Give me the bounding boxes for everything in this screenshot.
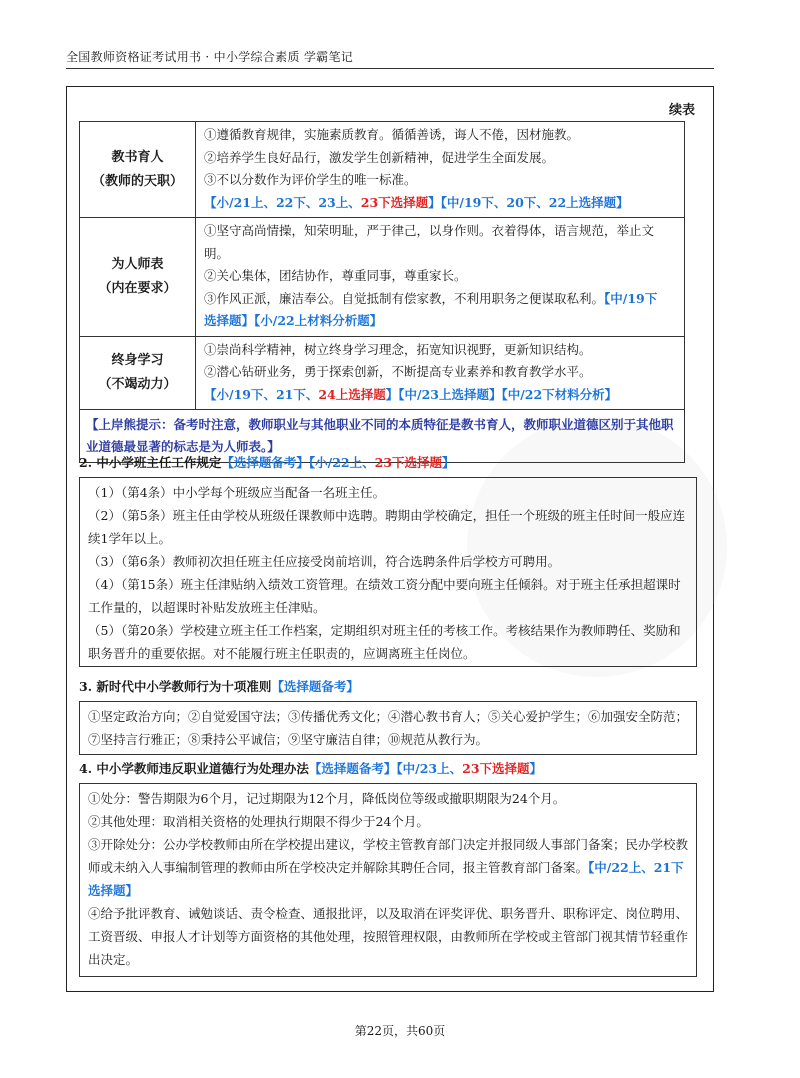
row-content bbox=[196, 218, 685, 337]
content-line bbox=[204, 288, 678, 311]
label-line: （内在要求） bbox=[98, 280, 177, 296]
exam-tag: 【中/19下 bbox=[604, 290, 658, 306]
ethics-table bbox=[79, 121, 685, 463]
exam-tag: 【选择题备考】【中/23上、 bbox=[308, 761, 463, 776]
label-line: （教师的天职） bbox=[91, 173, 183, 189]
table-row bbox=[80, 122, 685, 218]
list-item bbox=[88, 833, 688, 902]
section-3-title bbox=[79, 677, 359, 695]
content-line: ①崇尚科学精神，树立终身学习理念，拓宽知识视野，更新知识结构。 bbox=[204, 341, 592, 357]
exam-tag: 】 bbox=[442, 455, 455, 470]
table-row bbox=[80, 218, 685, 337]
list-item: （5）（第20条）学校建立班主任工作档案，定期组织对班主任的考核工作。考核结果作为教师聘任、奖励和职务晋升的重要依据。对不能履行班主任职责的，应调离班主任岗位。 bbox=[88, 623, 681, 661]
row-label bbox=[80, 336, 196, 410]
exam-tag: 【选择题备考】 bbox=[271, 679, 359, 694]
content-line: ②潜心钻研业务，勇于探索创新，不断提高专业素养和教育教学水平。 bbox=[204, 364, 592, 379]
section-title-text: 4. 中小学教师违反职业道德行为处理办法 bbox=[79, 761, 309, 776]
exam-tag: 】【中/23上选择题】【中/22下材料分析】 bbox=[385, 386, 618, 402]
exam-tag: 【小/19下、21下、 bbox=[204, 386, 319, 402]
content-line: ②关心集体，团结协作，尊重同事，尊重家长。 bbox=[204, 268, 467, 283]
content-line: ①坚守高尚情操，知荣明耻，严于律己，以身作则。衣着得体，语言规范，举止文明。 bbox=[204, 223, 655, 261]
section-2-title bbox=[79, 453, 455, 471]
continued-label: 续表 bbox=[668, 103, 695, 118]
list-item-text: ③开除处分：公办学校教师由所在学校提出建议，学校主管教育部门决定并报同级人事部门备案；民办学校教师或未纳入人事编制管理的教师由所在学校决定并解除其聘任合同，报主管教育部门备案。 bbox=[88, 837, 689, 875]
label-line: （不竭动力） bbox=[98, 376, 177, 392]
exam-tag: 】 bbox=[529, 761, 543, 776]
norms-text: ①坚定政治方向；②自觉爱国守法；③传播优秀文化；④潜心教书育人；⑤关心爱护学生；⑥加强安全防范；⑦坚持言行雅正；⑧秉持公平诚信；⑨坚守廉洁自律；⑩规范从教行为。 bbox=[88, 709, 689, 747]
list-item: （2）（第5条）班主任由学校从班级任课教师中选聘。聘期由学校确定，担任一个班级的班主任时间一般应连续1学年以上。 bbox=[88, 508, 686, 546]
section-2-box bbox=[79, 477, 697, 667]
content-text: ③作风正派，廉洁奉公。自觉抵制有偿家教，不利用职务之便谋取私利。 bbox=[204, 290, 605, 306]
content-line: ②培养学生良好品行，激发学生创新精神，促进学生全面发展。 bbox=[204, 149, 555, 165]
section-3-box bbox=[79, 701, 697, 755]
row-label bbox=[80, 218, 196, 337]
list-item: （4）（第15条）班主任津贴纳入绩效工资管理。在绩效工资分配中要向班主任倾斜。对于班主任承担超课时工作量的，以超课时补贴发放班主任津贴。 bbox=[88, 577, 681, 615]
exam-tag-highlight: 23下选择题 bbox=[462, 761, 530, 776]
exam-tag: 【中/22上、21下选择题】 bbox=[88, 860, 684, 898]
list-item: ④给予批评教育、诫勉谈话、责令检查、通报批评，以及取消在评奖评优、职务晋升、职称评定、岗位聘用、工资晋级、申报人才计划等方面资格的其他处理，按照管理权限，由教师所在学校或主管部门视其情节轻重作出决定。 bbox=[88, 906, 689, 967]
exam-tag-highlight: 23下选择题 bbox=[360, 194, 429, 210]
exam-tag: 选择题】【小/22上材料分析题】 bbox=[204, 313, 383, 328]
row-label bbox=[80, 122, 196, 218]
exam-tag-highlight: 23下选择题 bbox=[374, 455, 443, 470]
exam-tag: 】【中/19下、20下、22上选择题】 bbox=[428, 194, 629, 210]
exam-tag-line bbox=[204, 384, 678, 407]
section-4-box bbox=[79, 783, 697, 977]
section-title-text: 2. 中小学班主任工作规定 bbox=[79, 455, 222, 470]
exam-tag-highlight: 24上选择题 bbox=[318, 386, 386, 402]
section-title-text: 3. 新时代中小学教师行为十项准则 bbox=[79, 679, 272, 694]
content-line: ①遵循教育规律，实施素质教育。循循善诱，诲人不倦，因材施教。 bbox=[204, 127, 580, 142]
label-line: 为人师表 bbox=[111, 256, 164, 272]
header-rule bbox=[66, 68, 714, 69]
content-frame bbox=[66, 86, 714, 992]
label-line: 终身学习 bbox=[111, 352, 164, 368]
page-number: 第22页，共60页 bbox=[354, 1024, 446, 1038]
running-header: 全国教师资格证考试用书 · 中小学综合素质 学霸笔记 bbox=[66, 50, 354, 64]
list-item: ②其他处理：取消相关资格的处理执行期限不得少于24个月。 bbox=[88, 814, 429, 829]
row-content bbox=[196, 336, 685, 410]
label-line: 教书育人 bbox=[111, 149, 164, 165]
list-item: （3）（第6条）教师初次担任班主任应接受岗前培训，符合选聘条件后学校方可聘用。 bbox=[88, 554, 561, 569]
table-row bbox=[80, 336, 685, 410]
list-item: ①处分：警告期限为6个月，记过期限为12个月，降低岗位等级或撤职期限为24个月。 bbox=[88, 791, 566, 806]
tip-text: 【上岸熊提示：备考时注意，教师职业与其他职业不同的本质特征是教书育人，教师职业道德区别于其他职业道德最显著的标志是为人师表。】 bbox=[80, 410, 685, 463]
exam-tag: 【选择题备考】【小/22上、 bbox=[221, 455, 375, 470]
list-item: （1）（第4条）中小学每个班级应当配备一名班主任。 bbox=[88, 485, 386, 500]
row-content bbox=[196, 122, 685, 218]
content-line: ③不以分数作为评价学生的唯一标准。 bbox=[204, 172, 417, 187]
section-4-title bbox=[79, 759, 542, 777]
exam-tag-line bbox=[204, 310, 678, 333]
exam-tag: 【小/21上、22下、23上、 bbox=[204, 194, 361, 210]
exam-tag-line bbox=[204, 192, 678, 215]
